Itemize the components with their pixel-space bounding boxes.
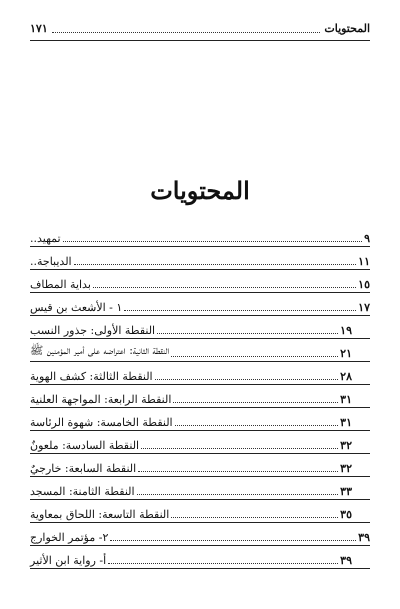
toc-entry-page: ٣٥ bbox=[340, 508, 352, 521]
toc-entry bbox=[30, 293, 370, 316]
dot-leader bbox=[155, 379, 339, 380]
toc-entry bbox=[30, 247, 370, 270]
toc-entry-label: النقطة السادسة: ملعونٌ bbox=[30, 439, 140, 452]
toc-entry-page: ١١ bbox=[358, 255, 370, 268]
running-header-page-number: ١٧١ bbox=[30, 21, 48, 35]
toc-subentry bbox=[30, 362, 370, 385]
toc-entry bbox=[30, 224, 370, 247]
toc-entry-label: ١ - الأشعث بن قيس bbox=[30, 301, 123, 314]
toc-subentry bbox=[30, 385, 370, 408]
dot-leader bbox=[173, 402, 338, 403]
toc-subentry bbox=[30, 454, 370, 477]
dot-leader bbox=[74, 264, 357, 265]
dot-leader bbox=[138, 471, 338, 472]
toc-entry-page: ٣٩ bbox=[358, 531, 370, 544]
toc-entry-page: ٢٨ bbox=[340, 370, 352, 383]
toc-entry-page: ٩ bbox=[364, 232, 370, 245]
toc-subentry bbox=[30, 477, 370, 500]
toc-entry-label: ٢- مؤتمر الخوارج bbox=[30, 531, 109, 544]
toc-subentry bbox=[30, 500, 370, 523]
toc-entry-label: النقطة السابعة: خارجيٌ bbox=[30, 462, 137, 475]
dot-leader bbox=[157, 333, 338, 334]
table-of-contents bbox=[30, 224, 370, 569]
toc-entry-page: ٣١ bbox=[340, 393, 352, 406]
toc-entry bbox=[30, 270, 370, 293]
dot-leader bbox=[110, 540, 356, 541]
toc-subentry bbox=[30, 546, 370, 569]
dot-leader bbox=[171, 356, 338, 357]
toc-entry-page: ٣٣ bbox=[340, 485, 352, 498]
toc-entry-label: أ- رواية ابن الأثير bbox=[30, 554, 107, 567]
contents-title: المحتويات bbox=[150, 176, 250, 205]
toc-entry-page: ٣٩ bbox=[340, 554, 352, 567]
toc-entry-label: النقطة الأولى: جذور النسب bbox=[30, 324, 156, 337]
toc-entry-label: النقطة الخامسة: شهوة الرئاسة bbox=[30, 416, 173, 429]
toc-entry-label: النقطة الثامنة: المسجد bbox=[30, 485, 135, 498]
toc-entry-page: ٣٢ bbox=[340, 462, 352, 475]
toc-entry-page: ٢١ bbox=[340, 347, 352, 360]
toc-entry-label: بداية المطاف bbox=[30, 278, 91, 291]
dot-leader bbox=[141, 448, 338, 449]
toc-subentry bbox=[30, 408, 370, 431]
dot-leader bbox=[108, 563, 338, 564]
dot-leader bbox=[171, 517, 338, 518]
toc-entry-page: ١٩ bbox=[340, 324, 352, 337]
toc-entry-page: ٣٢ bbox=[340, 439, 352, 452]
running-header bbox=[30, 16, 370, 41]
toc-entry-label: النقطة الرابعة: المواجهة العلنية bbox=[30, 393, 172, 406]
toc-entry-page: ١٧ bbox=[358, 301, 370, 314]
dot-leader bbox=[175, 425, 339, 426]
dot-leader bbox=[93, 287, 356, 288]
toc-entry-label: الديباجة.. bbox=[30, 255, 72, 268]
toc-subentry bbox=[30, 316, 370, 339]
toc-entry-label: النقطة الثالثة: كشف الهوية bbox=[30, 370, 153, 383]
toc-entry-label: النقطة الثانية: اعتراضه على أمير المؤمنين ﷺ bbox=[30, 344, 170, 357]
toc-entry bbox=[30, 523, 370, 546]
header-dot-leader bbox=[52, 32, 321, 33]
toc-entry-page: ٣١ bbox=[340, 416, 352, 429]
toc-entry-label: النقطة التاسعة: اللحاق بمعاوية bbox=[30, 508, 170, 521]
toc-entry-page: ١٥ bbox=[358, 278, 370, 291]
dot-leader bbox=[63, 241, 363, 242]
toc-entry-label: تمهيد.. bbox=[30, 232, 61, 245]
dot-leader bbox=[137, 494, 339, 495]
running-header-title: المحتويات bbox=[324, 21, 370, 35]
toc-subentry bbox=[30, 431, 370, 454]
toc-subentry bbox=[30, 339, 370, 362]
dot-leader bbox=[124, 310, 356, 311]
